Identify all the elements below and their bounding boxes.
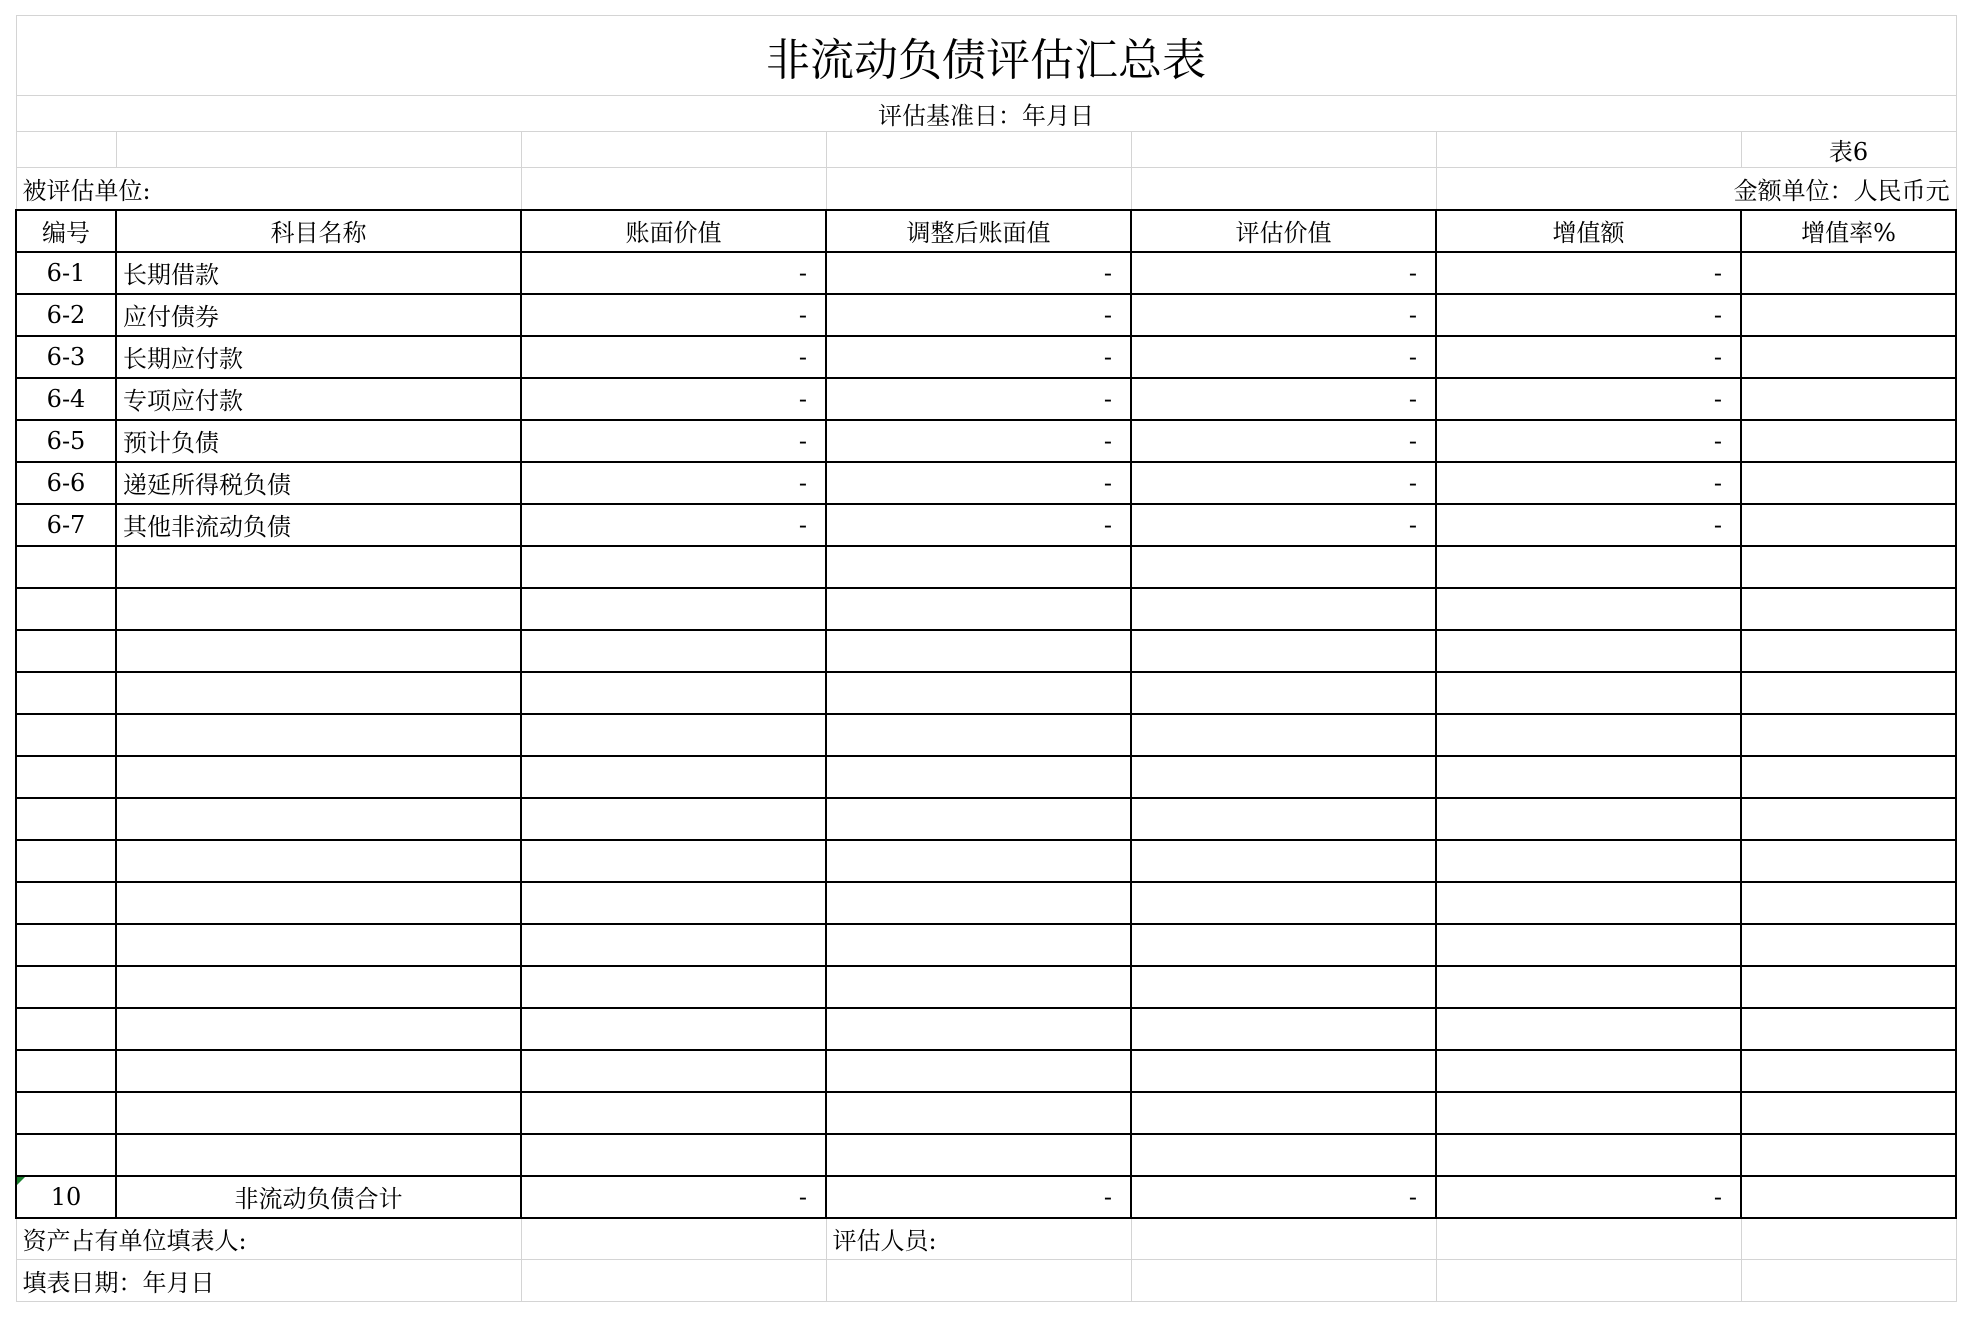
table-row (16, 252, 1956, 294)
empty-cell[interactable] (1741, 798, 1956, 840)
empty-cell[interactable] (16, 798, 116, 840)
table-row (16, 420, 1956, 462)
empty-cell[interactable] (826, 546, 1131, 588)
row-adjusted-book-value[interactable]: - (826, 462, 1131, 504)
row-book-value[interactable]: - (521, 294, 826, 336)
empty-cell[interactable] (1131, 1050, 1436, 1092)
empty-cell[interactable] (1741, 924, 1956, 966)
header-book-value: 账面价值 (521, 210, 826, 252)
total-increment[interactable]: - (1436, 1176, 1741, 1218)
empty-cell[interactable] (16, 672, 116, 714)
cell[interactable] (1436, 1260, 1741, 1302)
empty-cell[interactable] (1741, 630, 1956, 672)
empty-cell[interactable] (1436, 588, 1741, 630)
empty-cell[interactable] (826, 714, 1131, 756)
empty-cell[interactable] (16, 1134, 116, 1176)
empty-cell[interactable] (1741, 882, 1956, 924)
empty-cell[interactable] (16, 1050, 116, 1092)
cell[interactable] (521, 168, 826, 210)
row-increment[interactable]: - (1436, 294, 1741, 336)
row-increment-rate[interactable] (1741, 504, 1956, 546)
row-assessed-value[interactable]: - (1131, 504, 1436, 546)
row-book-value[interactable]: - (521, 336, 826, 378)
empty-cell[interactable] (1436, 966, 1741, 1008)
empty-cell[interactable] (1131, 924, 1436, 966)
empty-cell[interactable] (826, 1050, 1131, 1092)
empty-cell[interactable] (116, 672, 521, 714)
total-row (16, 1176, 1956, 1218)
row-account-name[interactable]: 长期应付款 (116, 336, 521, 378)
empty-table-row (16, 714, 1956, 756)
empty-cell[interactable] (1131, 588, 1436, 630)
empty-table-row (16, 1134, 1956, 1176)
empty-cell[interactable] (116, 1134, 521, 1176)
total-book-value[interactable]: - (521, 1176, 826, 1218)
row-assessed-value[interactable]: - (1131, 420, 1436, 462)
row-account-name[interactable]: 其他非流动负债 (116, 504, 521, 546)
data-rows (16, 252, 1956, 546)
empty-cell[interactable] (521, 1092, 826, 1134)
cell-marker-icon (17, 1177, 25, 1185)
empty-cell[interactable] (116, 924, 521, 966)
empty-cell[interactable] (1741, 966, 1956, 1008)
empty-table-row (16, 1008, 1956, 1050)
row-increment[interactable]: - (1436, 504, 1741, 546)
empty-cell[interactable] (16, 966, 116, 1008)
empty-cell[interactable] (826, 630, 1131, 672)
row-book-value[interactable]: - (521, 504, 826, 546)
empty-cell[interactable] (1436, 924, 1741, 966)
row-book-value[interactable]: - (521, 378, 826, 420)
row-increment-rate[interactable] (1741, 462, 1956, 504)
row-code[interactable]: 6-1 (16, 252, 116, 294)
preparer-label: 资产占有单位填表人: (16, 1218, 521, 1260)
header-code: 编号 (16, 210, 116, 252)
empty-cell[interactable] (826, 798, 1131, 840)
cell[interactable] (521, 1218, 826, 1260)
cell[interactable] (1131, 132, 1436, 168)
empty-cell[interactable] (16, 714, 116, 756)
assessed-entity-label: 被评估单位: (16, 168, 521, 210)
row-increment[interactable]: - (1436, 462, 1741, 504)
empty-cell[interactable] (116, 714, 521, 756)
empty-cell[interactable] (1436, 1008, 1741, 1050)
row-code[interactable]: 6-2 (16, 294, 116, 336)
empty-cell[interactable] (1741, 1134, 1956, 1176)
row-assessed-value[interactable]: - (1131, 462, 1436, 504)
empty-cell[interactable] (16, 924, 116, 966)
header-increment-rate: 增值率% (1741, 210, 1956, 252)
currency-unit-label: 金额单位：人民币元 (1436, 168, 1956, 210)
empty-cell[interactable] (1131, 1008, 1436, 1050)
empty-cell[interactable] (1131, 966, 1436, 1008)
row-increment[interactable]: - (1436, 420, 1741, 462)
row-code[interactable]: 6-5 (16, 420, 116, 462)
empty-cell[interactable] (116, 1050, 521, 1092)
row-assessed-value[interactable]: - (1131, 294, 1436, 336)
cell[interactable] (826, 132, 1131, 168)
cell[interactable] (1436, 1218, 1741, 1260)
spreadsheet (15, 15, 1957, 1302)
cell[interactable] (1436, 132, 1741, 168)
empty-cell[interactable] (1131, 546, 1436, 588)
empty-cell[interactable] (116, 798, 521, 840)
row-increment-rate[interactable] (1741, 252, 1956, 294)
empty-cell[interactable] (521, 840, 826, 882)
empty-cell[interactable] (16, 756, 116, 798)
row-adjusted-book-value[interactable]: - (826, 336, 1131, 378)
cell[interactable] (1131, 1218, 1436, 1260)
empty-cell[interactable] (826, 1092, 1131, 1134)
empty-cell[interactable] (16, 840, 116, 882)
cell[interactable] (521, 1260, 826, 1302)
empty-cell[interactable] (16, 1092, 116, 1134)
total-name[interactable]: 非流动负债合计 (116, 1176, 521, 1218)
row-assessed-value[interactable]: - (1131, 336, 1436, 378)
empty-cell[interactable] (16, 588, 116, 630)
empty-cell[interactable] (521, 1134, 826, 1176)
total-adjusted-book-value[interactable]: - (826, 1176, 1131, 1218)
header-row (16, 210, 1956, 252)
empty-cell[interactable] (116, 1092, 521, 1134)
row-book-value[interactable]: - (521, 462, 826, 504)
empty-cell[interactable] (116, 1008, 521, 1050)
row-increment-rate[interactable] (1741, 378, 1956, 420)
empty-cell[interactable] (116, 546, 521, 588)
table-row (16, 504, 1956, 546)
empty-cell[interactable] (826, 882, 1131, 924)
empty-cell[interactable] (1741, 1050, 1956, 1092)
total-code: 10 (50, 1182, 82, 1211)
row-increment-rate[interactable] (1741, 294, 1956, 336)
empty-cell[interactable] (1131, 840, 1436, 882)
empty-cell[interactable] (826, 756, 1131, 798)
table-row (16, 378, 1956, 420)
empty-cell[interactable] (826, 840, 1131, 882)
empty-cell[interactable] (1741, 588, 1956, 630)
empty-table-row (16, 840, 1956, 882)
table-number: 表6 (1741, 132, 1956, 168)
empty-cell[interactable] (521, 672, 826, 714)
empty-cell[interactable] (1436, 798, 1741, 840)
empty-cell[interactable] (521, 714, 826, 756)
cell[interactable] (521, 132, 826, 168)
row-code[interactable]: 6-7 (16, 504, 116, 546)
row-code[interactable]: 6-6 (16, 462, 116, 504)
empty-cell[interactable] (521, 1050, 826, 1092)
empty-cell[interactable] (1131, 798, 1436, 840)
empty-cell[interactable] (1741, 714, 1956, 756)
empty-cell[interactable] (826, 924, 1131, 966)
empty-cell[interactable] (826, 672, 1131, 714)
header-assessed-value: 评估价值 (1131, 210, 1436, 252)
empty-cell[interactable] (1131, 672, 1436, 714)
row-account-name[interactable]: 长期借款 (116, 252, 521, 294)
empty-cell[interactable] (1436, 882, 1741, 924)
row-book-value[interactable]: - (521, 420, 826, 462)
row-increment-rate[interactable] (1741, 336, 1956, 378)
table-row (16, 462, 1956, 504)
empty-table-row (16, 966, 1956, 1008)
empty-cell[interactable] (1436, 1050, 1741, 1092)
empty-cell[interactable] (1741, 672, 1956, 714)
header-adjusted-book-value: 调整后账面值 (826, 210, 1131, 252)
cell[interactable] (116, 132, 521, 168)
empty-cell[interactable] (16, 882, 116, 924)
row-account-name[interactable]: 应付债券 (116, 294, 521, 336)
empty-cell[interactable] (521, 756, 826, 798)
empty-cell[interactable] (116, 882, 521, 924)
empty-cell[interactable] (521, 588, 826, 630)
empty-cell[interactable] (1741, 546, 1956, 588)
empty-cell[interactable] (521, 546, 826, 588)
row-adjusted-book-value[interactable]: - (826, 504, 1131, 546)
empty-cell[interactable] (1741, 1008, 1956, 1050)
empty-cell[interactable] (16, 546, 116, 588)
empty-cell[interactable] (1436, 672, 1741, 714)
empty-cell[interactable] (1741, 1092, 1956, 1134)
empty-cell[interactable] (116, 756, 521, 798)
empty-table-row (16, 588, 1956, 630)
valuation-summary-table (15, 15, 1957, 1302)
row-increment[interactable]: - (1436, 336, 1741, 378)
empty-cell[interactable] (1131, 630, 1436, 672)
empty-cell[interactable] (1131, 714, 1436, 756)
row-adjusted-book-value[interactable]: - (826, 294, 1131, 336)
empty-cell[interactable] (521, 630, 826, 672)
empty-table-row (16, 672, 1956, 714)
row-account-name[interactable]: 专项应付款 (116, 378, 521, 420)
empty-cell[interactable] (1436, 756, 1741, 798)
cell[interactable] (1131, 168, 1436, 210)
cell[interactable] (826, 1260, 1131, 1302)
fill-date-label: 填表日期：年月日 (16, 1260, 521, 1302)
empty-cell[interactable] (16, 630, 116, 672)
empty-table-row (16, 630, 1956, 672)
empty-table-row (16, 1050, 1956, 1092)
empty-cell[interactable] (826, 588, 1131, 630)
row-increment-rate[interactable] (1741, 420, 1956, 462)
empty-cell[interactable] (1436, 1092, 1741, 1134)
empty-table-row (16, 756, 1956, 798)
empty-cell[interactable] (1741, 840, 1956, 882)
empty-cell[interactable] (116, 630, 521, 672)
row-adjusted-book-value[interactable]: - (826, 420, 1131, 462)
empty-cell[interactable] (1131, 756, 1436, 798)
empty-cell[interactable] (521, 924, 826, 966)
row-account-name[interactable]: 递延所得税负债 (116, 462, 521, 504)
row-account-name[interactable]: 预计负债 (116, 420, 521, 462)
empty-cell[interactable] (1436, 630, 1741, 672)
empty-cell[interactable] (1436, 840, 1741, 882)
row-increment[interactable]: - (1436, 252, 1741, 294)
total-assessed-value[interactable]: - (1131, 1176, 1436, 1218)
empty-cell[interactable] (16, 1008, 116, 1050)
empty-cell[interactable] (1436, 546, 1741, 588)
row-code[interactable]: 6-3 (16, 336, 116, 378)
table-row (16, 336, 1956, 378)
empty-table-row (16, 882, 1956, 924)
empty-cell[interactable] (116, 966, 521, 1008)
table-row (16, 294, 1956, 336)
empty-table-row (16, 798, 1956, 840)
empty-cell[interactable] (521, 882, 826, 924)
empty-cell[interactable] (521, 966, 826, 1008)
empty-cell[interactable] (826, 966, 1131, 1008)
empty-cell[interactable] (826, 1134, 1131, 1176)
row-adjusted-book-value[interactable]: - (826, 252, 1131, 294)
empty-rows (16, 546, 1956, 1176)
empty-cell[interactable] (1741, 756, 1956, 798)
row-code[interactable]: 6-4 (16, 378, 116, 420)
empty-cell[interactable] (521, 798, 826, 840)
row-assessed-value[interactable]: - (1131, 378, 1436, 420)
total-code-cell[interactable] (16, 1176, 116, 1218)
row-adjusted-book-value[interactable]: - (826, 378, 1131, 420)
empty-cell[interactable] (1131, 882, 1436, 924)
row-increment[interactable]: - (1436, 378, 1741, 420)
cell[interactable] (1741, 1218, 1956, 1260)
empty-cell[interactable] (1436, 1134, 1741, 1176)
empty-cell[interactable] (116, 588, 521, 630)
header-account-name: 科目名称 (116, 210, 521, 252)
empty-cell[interactable] (1131, 1134, 1436, 1176)
cell[interactable] (1131, 1260, 1436, 1302)
table-title: 非流动负债评估汇总表 (16, 16, 1956, 96)
valuation-date: 评估基准日：年月日 (16, 96, 1956, 132)
row-assessed-value[interactable]: - (1131, 252, 1436, 294)
cell[interactable] (16, 132, 116, 168)
row-book-value[interactable]: - (521, 252, 826, 294)
empty-cell[interactable] (1131, 1092, 1436, 1134)
total-increment-rate[interactable] (1741, 1176, 1956, 1218)
empty-cell[interactable] (521, 1008, 826, 1050)
header-increment: 增值额 (1436, 210, 1741, 252)
empty-cell[interactable] (1436, 714, 1741, 756)
empty-table-row (16, 924, 1956, 966)
empty-cell[interactable] (826, 1008, 1131, 1050)
cell[interactable] (826, 168, 1131, 210)
cell[interactable] (1741, 1260, 1956, 1302)
empty-table-row (16, 546, 1956, 588)
empty-table-row (16, 1092, 1956, 1134)
empty-cell[interactable] (116, 840, 521, 882)
assessor-label: 评估人员: (826, 1218, 1131, 1260)
